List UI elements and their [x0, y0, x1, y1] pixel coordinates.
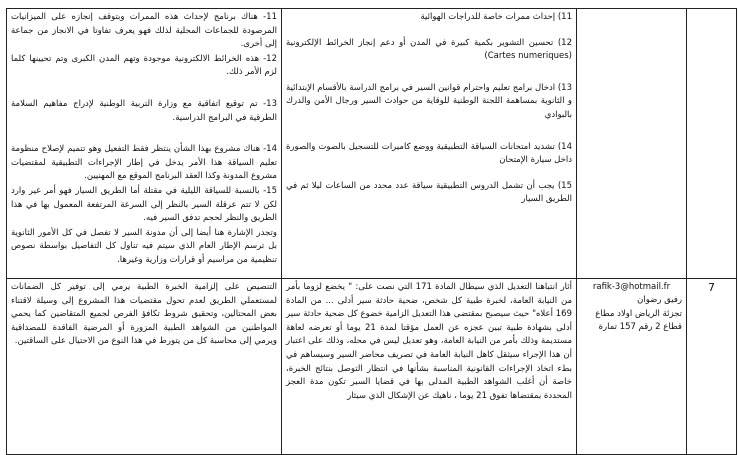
sender-address: تجزئة الرياض اولاد مطاع قطاع 2 رقم 157 تمارة: [595, 308, 682, 333]
proposal-cell: [282, 9, 577, 279]
sender-name: رفيق رضوان: [637, 295, 682, 306]
comment-cell: [7, 279, 282, 455]
comment-item: 13- تم توقيع اتفاقية مع وزارة التربية الوطنية لإدراج مفاهيم السلامة الطرقية في البرامج الدراسية.: [11, 98, 277, 123]
table-row: [7, 9, 737, 279]
comment-item: 11- هناك برنامج لإحداث هذه الممرات وبتوقف إنجازه على الميزانيات المرصودة للجماعات المحلية لذلك فهو يعرف تفاوتا في الانجاز من جماعة إلى أخرى.: [11, 12, 277, 50]
proposal-item: 11) إحداث ممرات خاصة للدراجات الهوائية: [420, 12, 572, 22]
proposal-cell: [282, 279, 577, 455]
comment-item: 14- هناك مشروع بهذا الشأن ينتظر فقط التفعيل وهو تتميم لإصلاح منظومة تعليم السياقة هذا الأمر يدخل في إطار الإجراءات التطبيقية لمقتضيات مشروع المدونة وكذا العقد البرنامج الموقع مع المهنيين.: [11, 144, 277, 182]
table-row: [7, 279, 737, 455]
proposal-item: 12) تحسين التشوير بكمية كبيرة في المدن أو دعم إنجاز الخرائط الإلكترونية (Cartes numeriques): [286, 37, 572, 62]
document-table: [6, 8, 737, 455]
comment-item: وتجدر الإشارة هنا أيضا إلى أن مدونة السير لا تفصل في كل الأمور الثانوية بل ترسم الإطار العام الذي سيتم فيه تناول كل التفاصيل بواسطة نصوص تنظيمية من مراسيم أو قرارات وزارية وغيرها.: [11, 227, 277, 265]
comment-cell: [7, 9, 282, 279]
number-cell: [687, 9, 737, 279]
proposal-item: 14) تشديد امتحانات السياقة التطبيقية ووضع كاميرات للتسجيل بالصوت والصورة داخل سيارة الإمتحان: [286, 141, 572, 166]
proposal-item: 15) يجب أن تشمل الدروس التطبيقية سياقة عدد محدد من الساعات ليلا ثم في الطريق السيار: [286, 180, 572, 205]
proposal-item: 13) ادخال برامج تعليم واحترام قوانين السير في برامج الدراسة بالأقسام الإبتدائية و الثانوية بمساهمة اللجنة الوطنية للوقاية من حوادث السير ورجال الأمن والدرك بالبوادي: [286, 82, 572, 120]
comment-item: 12- هذه الخرائط الالكترونية موجودة وتهم المدن الكبرى وتم تحيينها كلما لزم الأمر ذلك.: [11, 53, 277, 78]
comment-item: 15- بالنسبة للسياقة الليلية في مقتلة أما الطريق السيار فهو أمر غير وارد لكن لا تتم عرقلة السير بالنظر إلى السرعة المرتفعة المعمول بها في هذا الطريق والنظر لحجم تدفق السير فيه.: [11, 185, 277, 224]
sender-cell: [577, 279, 687, 455]
row-number: 7: [708, 281, 715, 294]
proposal-text: أثار انتباهنا التعديل الذي سيطال المادة 171 التي نصت على: " يخضع لزوما بأمر من النيابة العامة، لخبرة طبية كل شخص، ضحية حادثة سير أدلى ... من المادة 169 أعلاه" حيث سيصبح بمقتضى هذا التعديل الزامية خضوع كل ضحية حادثة سير أدلى بشهادة طبية تبين عجزه عن العمل مؤقتا لمدة 21 يوما أو تعرضه لعاهة مستديمة وذلك بأمر من النيابة العامة، وهو تعديل ليس في محله، وذلك على اعتبار أن هذا الإجراء سيثقل كاهل النيابة العامة في تصريف محاضر السير وسيساهم في بطء اتخاذ الإجراءات القانونية المناسبة بشأنها في انتظار التوصل بنتائج الخبرة، خاصة أن أغلب الشواهد الطبية المدلى بها في قضايا السير تكون مدة العجز المحددة بمقتضاها تفوق 21 يوما ، ناهيك عن الإشكال الذي سيثار: [286, 282, 572, 401]
sender-email: rafik-3@hotmail.fr: [592, 282, 671, 292]
comment-text: التنصيص على إلزامية الخبرة الطبية يرمي إلى توفير كل الضمانات لمستعملي الطريق لعدم تحول مقتضيات هذا المشروع إلى وسيلة لاقتناء بعض المحتالين، وتحقيق شروط تكافؤ الفرص لجميع المتقاضين كما يحمي المواطنين من الشواهد الطبية المزورة أو المرضية الفاقدة للمصداقية ويرمي إلى محاسبة كل من يتورط في هذا النوع من الاحتيال على الساقتين.: [11, 282, 277, 347]
sender-cell: [577, 9, 687, 279]
number-cell: [687, 279, 737, 455]
